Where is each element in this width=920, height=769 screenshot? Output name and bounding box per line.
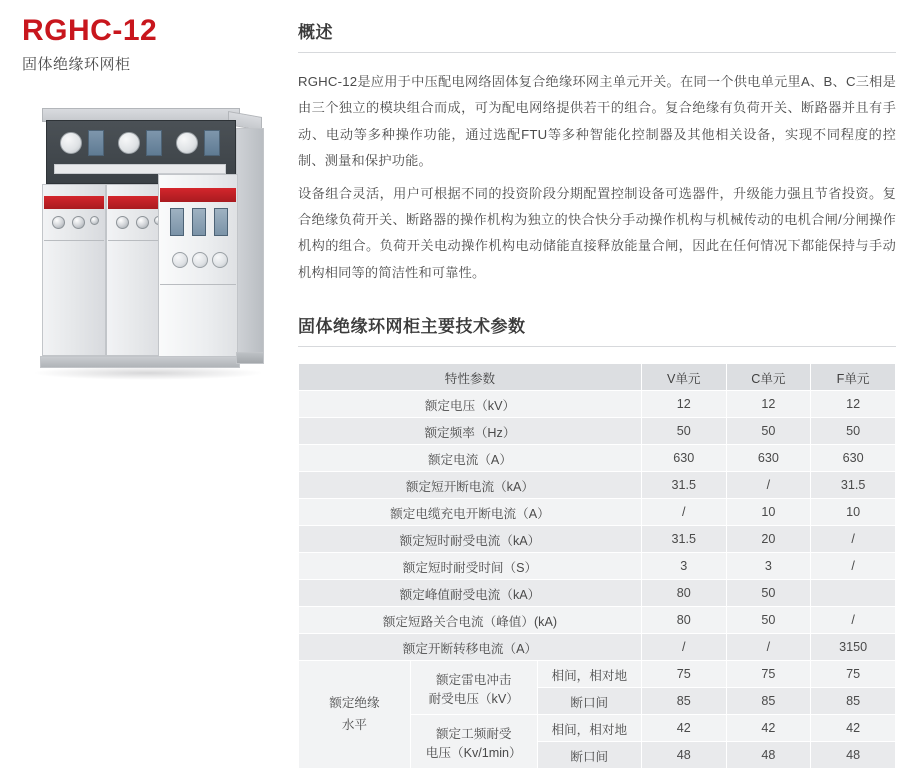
row-value-v: 12	[641, 391, 726, 418]
row-value-v: 31.5	[641, 526, 726, 553]
panel-indicator-3	[204, 130, 220, 156]
cabinet-side-face	[236, 128, 264, 356]
table-row	[299, 445, 896, 472]
insulation-subgroup-1-label	[410, 661, 537, 715]
table-header-row	[299, 364, 896, 391]
insulation-condition: 断口间	[537, 688, 641, 715]
product-image	[22, 92, 280, 392]
row-value-c: /	[726, 472, 811, 499]
table-row	[299, 391, 896, 418]
overview-title: 概述	[298, 23, 333, 42]
row-value-f: 42	[811, 715, 896, 742]
product-name: 固体绝缘环网柜	[22, 56, 131, 73]
row-value-c: 50	[726, 418, 811, 445]
header-cell-param: 特性参数	[299, 364, 642, 391]
cabinet-unit-2-knob-b	[136, 216, 149, 229]
row-value-f: 10	[811, 499, 896, 526]
row-value-c: 10	[726, 499, 811, 526]
row-value-f: 3150	[811, 634, 896, 661]
cabinet-unit-1-knob-b	[72, 216, 85, 229]
insulation-row	[299, 661, 896, 688]
row-value-c: 48	[726, 742, 811, 769]
spec-title: 固体绝缘环网柜主要技术参数	[298, 317, 526, 337]
row-value-v: 80	[641, 607, 726, 634]
cabinet-unit-2-knob-a	[116, 216, 129, 229]
panel-indicator-2	[146, 130, 162, 156]
cabinet-unit-3-gauge-3	[212, 252, 228, 268]
row-value-c: 3	[726, 553, 811, 580]
cabinet-unit-3-gauge-1	[172, 252, 188, 268]
insulation-subgroup-1-line2: 耐受电压（kV）	[428, 691, 519, 706]
row-value-f: 31.5	[811, 472, 896, 499]
row-value-v: 48	[641, 742, 726, 769]
cabinet-unit-3-red-strip	[160, 188, 236, 202]
row-value-v: 3	[641, 553, 726, 580]
insulation-subgroup-2-line2: 电压（Kv/1min）	[425, 745, 522, 760]
cabinet-unit-1-red-strip	[44, 196, 104, 209]
row-label: 额定电缆充电开断电流（A）	[299, 499, 642, 526]
insulation-condition: 断口间	[537, 742, 641, 769]
row-label: 额定短时耐受电流（kA）	[299, 526, 642, 553]
row-label: 额定短时耐受时间（S）	[299, 553, 642, 580]
panel-dial-1	[60, 132, 82, 154]
panel-label-strip	[54, 164, 226, 174]
row-value-c: 50	[726, 580, 811, 607]
row-label: 额定峰值耐受电流（kA）	[299, 580, 642, 607]
row-value-c: 630	[726, 445, 811, 472]
insulation-condition: 相间，相对地	[537, 661, 641, 688]
row-label: 额定电压（kV）	[299, 391, 642, 418]
insulation-subgroup-1-line1: 额定雷电冲击	[435, 672, 512, 687]
overview-paragraph-2: 设备组合灵活，用户可根据不同的投资阶段分期配置控制设备可选器件，升级能力强且节省投资。复合绝缘负荷开关、断路器的操作机构为独立的快合快分手动操作机构与机械传动的电机合闸/分闸操作机构的组合。负荷开关电动操作机构电动储能直接释放能量合闸，因此在任何情况下都能保持与手动机构相同等的简洁性和可靠性。	[298, 185, 896, 280]
overview-divider	[298, 52, 896, 53]
cabinet-unit-1-knob-a	[52, 216, 65, 229]
insulation-group-label-line1: 额定绝缘	[329, 696, 380, 711]
row-label: 额定电流（A）	[299, 445, 642, 472]
cabinet-illustration	[30, 108, 276, 374]
product-panel	[0, 0, 280, 767]
row-value-v: 80	[641, 580, 726, 607]
row-value-f: /	[811, 607, 896, 634]
row-value-f: /	[811, 526, 896, 553]
cabinet-base-side	[236, 352, 264, 364]
panel-dial-2	[118, 132, 140, 154]
cabinet-unit-3-seam	[160, 284, 236, 285]
cabinet-base	[40, 356, 240, 368]
insulation-subgroup-2-line1: 额定工频耐受	[435, 726, 512, 741]
table-row	[299, 418, 896, 445]
row-value-v: 630	[641, 445, 726, 472]
row-value-c: /	[726, 634, 811, 661]
cabinet-unit-3-module-b	[192, 208, 206, 236]
spec-table	[298, 363, 896, 769]
row-label: 额定频率（Hz）	[299, 418, 642, 445]
product-code: RGHC-12	[22, 14, 158, 47]
header-cell-c: C单元	[726, 364, 811, 391]
row-value-v: /	[641, 634, 726, 661]
table-row	[299, 526, 896, 553]
overview-paragraph-1: RGHC-12是应用于中压配电网络固体复合绝缘环网主单元开关。在同一个供电单元里A、B、C三相是由三个独立的模块组合而成，可为配电网络提供若干的组合。复合绝缘有负荷开关、断路器并且有手动、电动等多种操作功能，通过选配FTU等多种智能化控制器及其他相关设备，实现不同程度的控制、测量和保护功能。	[298, 74, 896, 169]
header-cell-v: V单元	[641, 364, 726, 391]
insulation-condition: 相间，相对地	[537, 715, 641, 742]
insulation-group-label	[299, 661, 411, 769]
cabinet-unit-3-gauge-2	[192, 252, 208, 268]
cabinet-unit-1-seam	[44, 240, 104, 241]
insulation-subgroup-2-label	[410, 715, 537, 769]
row-value-f: 48	[811, 742, 896, 769]
cabinet-unit-1	[42, 184, 106, 356]
row-value-f: 630	[811, 445, 896, 472]
row-value-c: 75	[726, 661, 811, 688]
row-value-f: 50	[811, 418, 896, 445]
table-row	[299, 607, 896, 634]
row-value-c: 20	[726, 526, 811, 553]
table-row	[299, 580, 896, 607]
row-value-v: /	[641, 499, 726, 526]
row-value-f: /	[811, 553, 896, 580]
cabinet-unit-1-knob-c	[90, 216, 99, 225]
row-value-v: 85	[641, 688, 726, 715]
row-value-f: 75	[811, 661, 896, 688]
row-label: 额定开断转移电流（A）	[299, 634, 642, 661]
panel-indicator-1	[88, 130, 104, 156]
table-row	[299, 553, 896, 580]
row-value-v: 75	[641, 661, 726, 688]
panel-dial-3	[176, 132, 198, 154]
row-value-c: 42	[726, 715, 811, 742]
cabinet-unit-3-module-a	[170, 208, 184, 236]
row-value-f	[811, 580, 896, 607]
row-value-c: 85	[726, 688, 811, 715]
row-value-v: 31.5	[641, 472, 726, 499]
insulation-group-label-line2: 水平	[341, 717, 367, 732]
table-row	[299, 634, 896, 661]
row-label: 额定短路关合电流（峰值）(kA)	[299, 607, 642, 634]
table-row	[299, 499, 896, 526]
row-value-c: 12	[726, 391, 811, 418]
row-label: 额定短开断电流（kA）	[299, 472, 642, 499]
row-value-c: 50	[726, 607, 811, 634]
header-cell-f: F单元	[811, 364, 896, 391]
row-value-v: 50	[641, 418, 726, 445]
row-value-f: 12	[811, 391, 896, 418]
row-value-f: 85	[811, 688, 896, 715]
spec-divider	[298, 346, 896, 347]
table-row	[299, 472, 896, 499]
content-panel	[280, 0, 920, 767]
row-value-v: 42	[641, 715, 726, 742]
cabinet-unit-3-module-c	[214, 208, 228, 236]
